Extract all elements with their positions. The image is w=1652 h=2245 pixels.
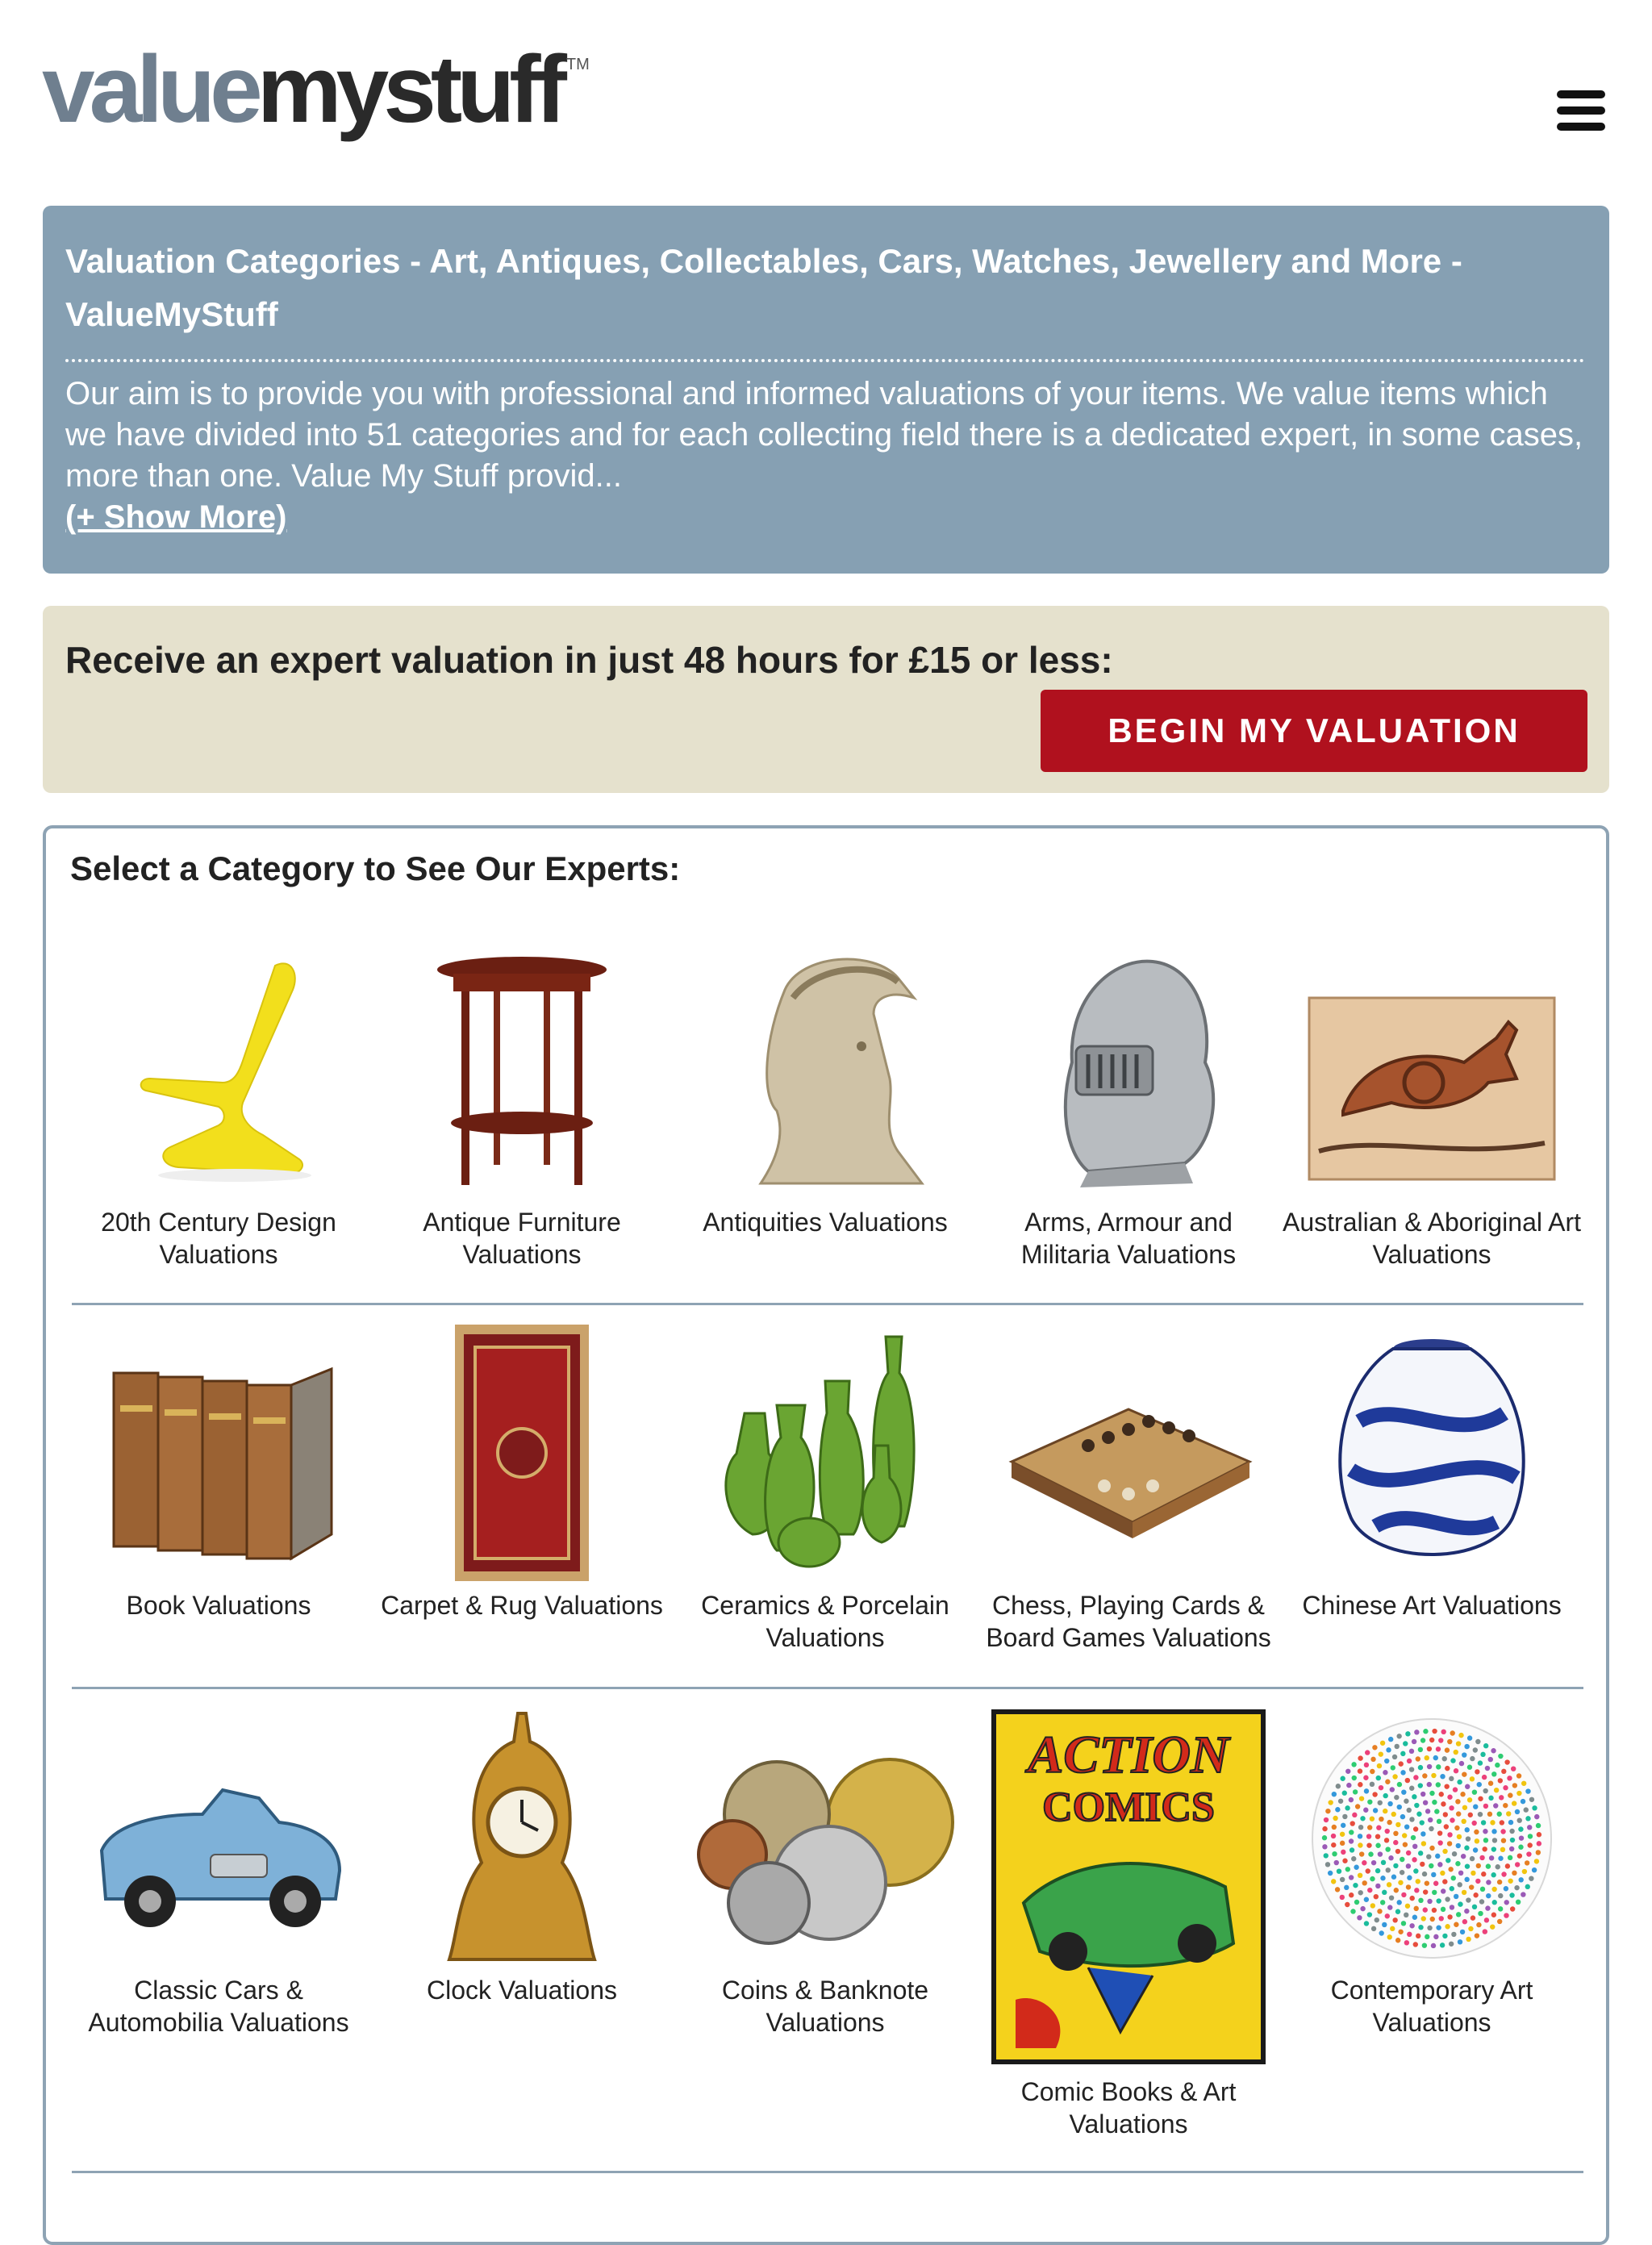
category-label: Classic Cars & Automobilia Valuations <box>88 1976 349 2037</box>
category-label: Coins & Banknote Valuations <box>721 1976 929 2037</box>
row-divider <box>72 1687 1583 1689</box>
category-books[interactable] <box>69 1325 368 1621</box>
category-antiquities[interactable] <box>676 941 974 1238</box>
category-antique-furniture[interactable] <box>373 941 671 1271</box>
category-chinese-art[interactable] <box>1283 1325 1581 1621</box>
hamburger-icon[interactable] <box>1557 90 1605 134</box>
spot-painting-icon <box>1295 1709 1569 1968</box>
category-classic-cars[interactable] <box>69 1709 368 2038</box>
category-label: Ceramics & Porcelain Valuations <box>701 1591 949 1652</box>
category-label: Chess, Playing Cards & Board Games Valuations <box>986 1591 1271 1652</box>
comic-title-line2: COMICS <box>1042 1784 1215 1830</box>
category-comic-books[interactable] <box>979 1709 1278 2140</box>
vases-icon <box>688 1325 962 1583</box>
car-icon <box>81 1709 356 1968</box>
helmet-icon <box>991 941 1266 1200</box>
category-label: Australian & Aboriginal Art Valuations <box>1283 1208 1581 1269</box>
category-ceramics-porcelain[interactable] <box>676 1325 974 1654</box>
side-table-icon <box>385 941 659 1200</box>
category-label: 20th Century Design Valuations <box>101 1208 336 1269</box>
category-panel <box>43 825 1609 2245</box>
category-label: Arms, Armour and Militaria Valuations <box>1020 1208 1237 1269</box>
dotted-divider <box>65 359 1585 362</box>
category-label: Comic Books & Art Valuations <box>1020 2077 1237 2139</box>
intro-text: Our aim is to provide you with professional and informed valuations of your items. We value items which we have divided into 51 categories and for each collecting field there is a dedicated expert, in some cases, more than one. Value My Stuff provid... <box>65 376 1583 494</box>
intro-panel <box>43 206 1609 574</box>
category-australian-aboriginal-art[interactable] <box>1283 941 1581 1271</box>
books-icon <box>81 1325 356 1583</box>
site-header <box>0 0 1652 186</box>
site-logo[interactable] <box>42 36 590 143</box>
show-more-link[interactable]: (+ Show More) <box>65 499 287 535</box>
begin-valuation-button[interactable]: BEGIN MY VALUATION <box>1041 690 1587 772</box>
row-divider <box>72 2171 1583 2173</box>
category-contemporary-art[interactable] <box>1283 1709 1581 2038</box>
category-label: Contemporary Art Valuations <box>1330 1976 1533 2037</box>
chessboard-icon <box>991 1325 1266 1583</box>
bust-icon <box>688 941 962 1200</box>
category-20th-century-design[interactable] <box>69 941 368 1271</box>
logo-mystuff-text: mystuff <box>257 36 561 143</box>
ginger-jar-icon <box>1295 1325 1569 1583</box>
category-coins-banknotes[interactable] <box>676 1709 974 2038</box>
category-clocks[interactable] <box>373 1709 671 2006</box>
valuation-cta-panel <box>43 606 1609 793</box>
category-label: Clock Valuations <box>427 1976 617 2005</box>
comic-book-icon <box>991 1709 1266 2064</box>
category-chess-cards-games[interactable] <box>979 1325 1278 1654</box>
logo-value-text: value <box>42 36 257 143</box>
page-title: Valuation Categories - Art, Antiques, Collectables, Cars, Watches, Jewellery and More - ValueMyStuff <box>65 242 1462 333</box>
chair-icon <box>81 941 356 1200</box>
category-carpet-rug[interactable] <box>373 1325 671 1621</box>
kangaroo-painting-icon <box>1295 941 1569 1200</box>
cta-text: Receive an expert valuation in just 48 hours for £15 or less: <box>65 639 1113 681</box>
category-label: Antiquities Valuations <box>703 1208 948 1237</box>
rug-icon <box>385 1325 659 1583</box>
clock-icon <box>385 1709 659 1968</box>
category-heading: Select a Category to See Our Experts: <box>70 849 681 887</box>
logo-trademark: TM <box>565 56 590 73</box>
category-label: Carpet & Rug Valuations <box>381 1591 663 1620</box>
coins-icon <box>688 1709 962 1968</box>
category-label: Antique Furniture Valuations <box>423 1208 621 1269</box>
category-label: Book Valuations <box>126 1591 311 1620</box>
category-arms-armour[interactable] <box>979 941 1278 1271</box>
category-label: Chinese Art Valuations <box>1302 1591 1562 1620</box>
row-divider <box>72 1303 1583 1305</box>
comic-title-line1: ACTION <box>1028 1725 1229 1784</box>
